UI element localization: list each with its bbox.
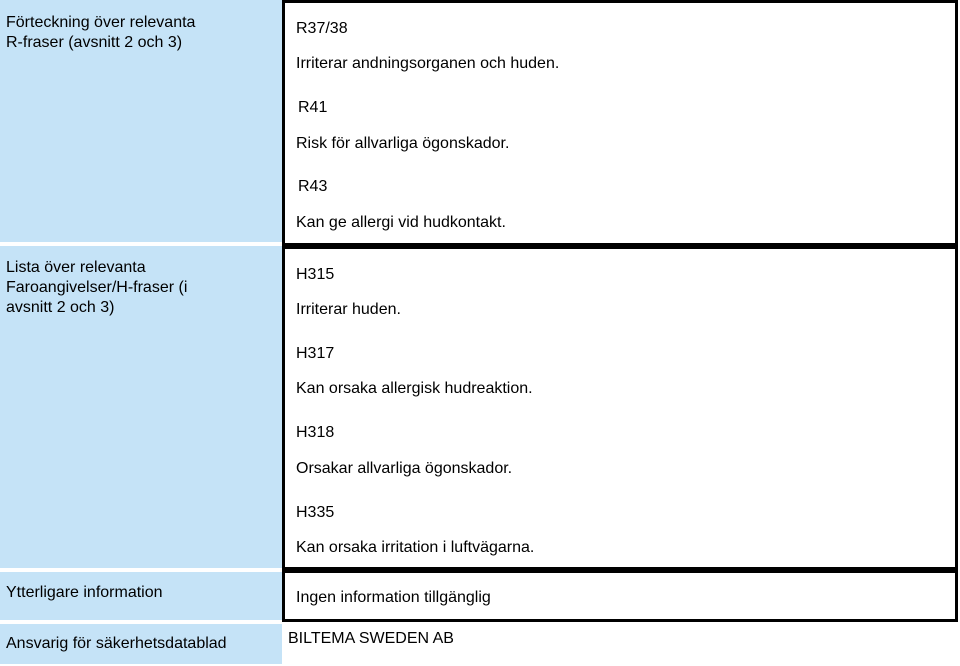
h-phrases-box [282,246,958,570]
r-phrases-label-line-1: Förteckning över relevanta [6,14,196,31]
h-phrase-code: H318 [296,424,335,441]
r-phrase-code: R37/38 [296,20,348,37]
additional-info-label: Ytterligare information [6,584,163,601]
responsible-label: Ansvarig för säkerhetsdatablad [6,635,227,652]
r-phrase-text: Irriterar andningsorganen och huden. [296,55,560,72]
responsible-label-cell [0,624,282,664]
r-phrase-code: R43 [298,178,328,195]
responsible-value: BILTEMA SWEDEN AB [288,630,454,647]
h-phrase-text: Kan orsaka allergisk hudreaktion. [296,380,533,397]
r-phrase-text: Kan ge allergi vid hudkontakt. [296,214,506,231]
h-phrases-label-line-2: Faroangivelser/H-fraser (i [6,279,188,296]
r-phrases-label-line-2: R-fraser (avsnitt 2 och 3) [6,34,183,51]
h-phrase-code: H315 [296,266,335,283]
additional-info-box [282,570,958,622]
additional-info-value: Ingen information tillgänglig [296,589,491,606]
h-phrase-text: Orsakar allvarliga ögonskador. [296,460,513,477]
r-phrases-label-cell [0,0,282,242]
h-phrases-label-line-3: avsnitt 2 och 3) [6,299,115,316]
h-phrase-code: H335 [296,504,335,521]
h-phrase-code: H317 [296,345,335,362]
h-phrases-label-line-1: Lista över relevanta [6,259,146,276]
h-phrases-label-cell [0,246,282,568]
additional-info-label-cell [0,572,282,620]
r-phrases-box [282,0,958,246]
h-phrase-text: Irriterar huden. [296,301,401,318]
r-phrase-text: Risk för allvarliga ögonskador. [296,135,510,152]
r-phrase-code: R41 [298,99,328,116]
h-phrase-text: Kan orsaka irritation i luftvägarna. [296,539,535,556]
